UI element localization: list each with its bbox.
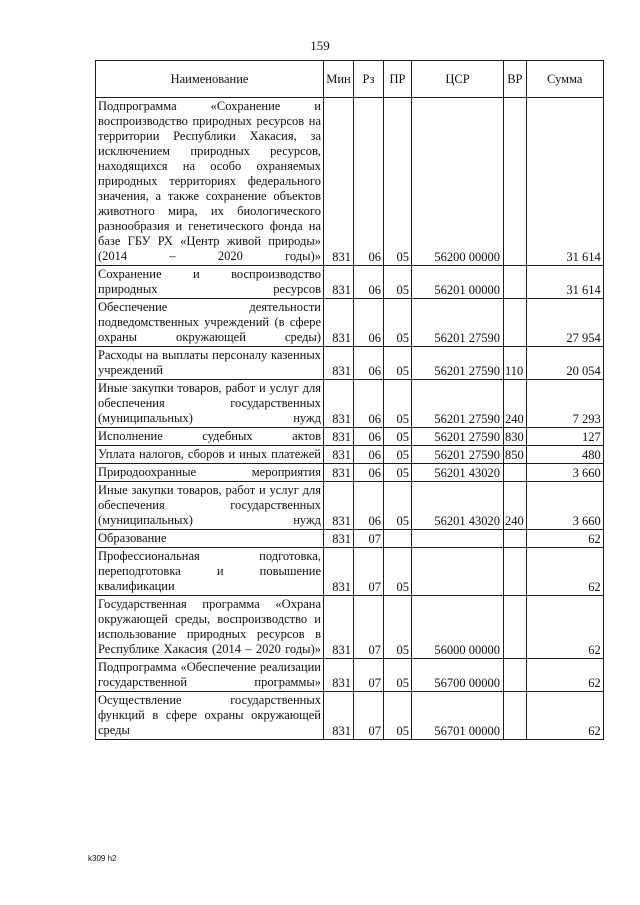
row-sum: 3 660 (526, 464, 603, 482)
header-row (96, 61, 604, 98)
row-csr: 56201 27590 (412, 380, 504, 428)
row-pr: 05 (384, 692, 412, 740)
header-min: Мин (324, 61, 354, 98)
row-csr: 56201 43020 (412, 464, 504, 482)
row-csr: 56700 00000 (412, 659, 504, 692)
row-rz: 07 (354, 530, 384, 548)
row-rz: 07 (354, 659, 384, 692)
row-vr (504, 659, 527, 692)
row-sum: 31 614 (526, 98, 603, 266)
row-csr: 56201 27590 (412, 446, 504, 464)
table-row (96, 659, 604, 692)
row-name: Расходы на выплаты персоналу казенных учреждений (96, 347, 324, 380)
table-row (96, 299, 604, 347)
row-sum: 480 (526, 446, 603, 464)
table-row (96, 464, 604, 482)
table-row (96, 596, 604, 659)
row-min: 831 (324, 347, 354, 380)
row-vr (504, 464, 527, 482)
row-pr: 05 (384, 98, 412, 266)
row-rz: 06 (354, 380, 384, 428)
row-csr: 56201 27590 (412, 299, 504, 347)
table-row (96, 98, 604, 266)
row-rz: 06 (354, 482, 384, 530)
row-min: 831 (324, 380, 354, 428)
row-pr: 05 (384, 446, 412, 464)
row-vr (504, 692, 527, 740)
row-csr: 56701 00000 (412, 692, 504, 740)
row-pr: 05 (384, 347, 412, 380)
row-min: 831 (324, 266, 354, 299)
row-min: 831 (324, 446, 354, 464)
row-csr: 56201 27590 (412, 347, 504, 380)
table-row (96, 692, 604, 740)
row-min: 831 (324, 530, 354, 548)
row-min: 831 (324, 659, 354, 692)
row-sum: 62 (526, 659, 603, 692)
row-min: 831 (324, 482, 354, 530)
row-sum: 20 054 (526, 347, 603, 380)
header-rz: Рз (354, 61, 384, 98)
row-vr: 850 (504, 446, 527, 464)
header-csr: ЦСР (412, 61, 504, 98)
row-vr (504, 98, 527, 266)
row-name: Подпрограмма «Обеспечение реализации государственной программы» (96, 659, 324, 692)
row-rz: 06 (354, 347, 384, 380)
row-rz: 06 (354, 98, 384, 266)
row-csr: 56201 00000 (412, 266, 504, 299)
row-pr: 05 (384, 548, 412, 596)
row-vr (504, 299, 527, 347)
row-min: 831 (324, 596, 354, 659)
row-sum: 31 614 (526, 266, 603, 299)
row-name: Осуществление государственных функций в сфере охраны окружающей среды (96, 692, 324, 740)
row-pr (384, 530, 412, 548)
row-rz: 06 (354, 299, 384, 347)
row-name: Иные закупки товаров, работ и услуг для обеспечения государственных (муниципальных) нужд (96, 380, 324, 428)
budget-table (95, 60, 604, 740)
row-min: 831 (324, 548, 354, 596)
row-name: Государственная программа «Охрана окружающей среды, воспроизводство и использование природных ресурсов в Республике Хакасия (2014 – 2020 годы)» (96, 596, 324, 659)
row-sum: 62 (526, 530, 603, 548)
row-pr: 05 (384, 596, 412, 659)
row-name: Профессиональная подготовка, переподготовка и повышение квалификации (96, 548, 324, 596)
row-pr: 05 (384, 380, 412, 428)
row-csr (412, 530, 504, 548)
row-vr: 240 (504, 380, 527, 428)
table-row (96, 266, 604, 299)
row-min: 831 (324, 299, 354, 347)
row-csr: 56201 27590 (412, 428, 504, 446)
row-pr: 05 (384, 659, 412, 692)
row-csr (412, 548, 504, 596)
row-pr: 05 (384, 482, 412, 530)
table-row (96, 530, 604, 548)
header-name: Наименование (96, 61, 324, 98)
row-name: Иные закупки товаров, работ и услуг для обеспечения государственных (муниципальных) нужд (96, 482, 324, 530)
header-vr: ВР (504, 61, 527, 98)
row-pr: 05 (384, 299, 412, 347)
row-rz: 07 (354, 548, 384, 596)
row-name: Образование (96, 530, 324, 548)
row-vr: 110 (504, 347, 527, 380)
table-row (96, 380, 604, 428)
header-pr: ПР (384, 61, 412, 98)
row-sum: 62 (526, 548, 603, 596)
row-sum: 127 (526, 428, 603, 446)
table-row (96, 482, 604, 530)
row-rz: 07 (354, 692, 384, 740)
row-min: 831 (324, 98, 354, 266)
row-pr: 05 (384, 464, 412, 482)
row-name: Обеспечение деятельности подведомственных учреждений (в сфере охраны окружающей среды) (96, 299, 324, 347)
row-rz: 06 (354, 464, 384, 482)
row-sum: 7 293 (526, 380, 603, 428)
row-vr (504, 530, 527, 548)
table-row (96, 428, 604, 446)
row-csr: 56200 00000 (412, 98, 504, 266)
row-rz: 07 (354, 596, 384, 659)
row-vr (504, 266, 527, 299)
row-csr: 56201 43020 (412, 482, 504, 530)
row-pr: 05 (384, 266, 412, 299)
row-min: 831 (324, 428, 354, 446)
table-row (96, 446, 604, 464)
header-sum: Сумма (526, 61, 603, 98)
row-sum: 27 954 (526, 299, 603, 347)
row-vr (504, 596, 527, 659)
row-name: Сохранение и воспроизводство природных ресурсов (96, 266, 324, 299)
row-vr (504, 548, 527, 596)
row-name: Подпрограмма «Сохранение и воспроизводство природных ресурсов на территории Республики Хакасия, за исключением природных ресурсов, находящихся на особо охраняемых природных территориях федерального значения, а также сохранение объектов животного мира, их биологического разнообразия и генетического фонда на базе ГБУ РХ «Центр живой природы» (2014 – 2020 годы)» (96, 98, 324, 266)
row-name: Уплата налогов, сборов и иных платежей (96, 446, 324, 464)
row-csr: 56000 00000 (412, 596, 504, 659)
table-row (96, 347, 604, 380)
row-rz: 06 (354, 446, 384, 464)
row-vr: 240 (504, 482, 527, 530)
row-min: 831 (324, 464, 354, 482)
footer-code: k309 h2 (88, 854, 117, 863)
row-sum: 62 (526, 596, 603, 659)
row-sum: 62 (526, 692, 603, 740)
page-number: 159 (310, 38, 330, 53)
row-rz: 06 (354, 266, 384, 299)
row-sum: 3 660 (526, 482, 603, 530)
row-vr: 830 (504, 428, 527, 446)
row-min: 831 (324, 692, 354, 740)
row-rz: 06 (354, 428, 384, 446)
table-row (96, 548, 604, 596)
row-name: Исполнение судебных актов (96, 428, 324, 446)
row-name: Природоохранные мероприятия (96, 464, 324, 482)
row-pr: 05 (384, 428, 412, 446)
